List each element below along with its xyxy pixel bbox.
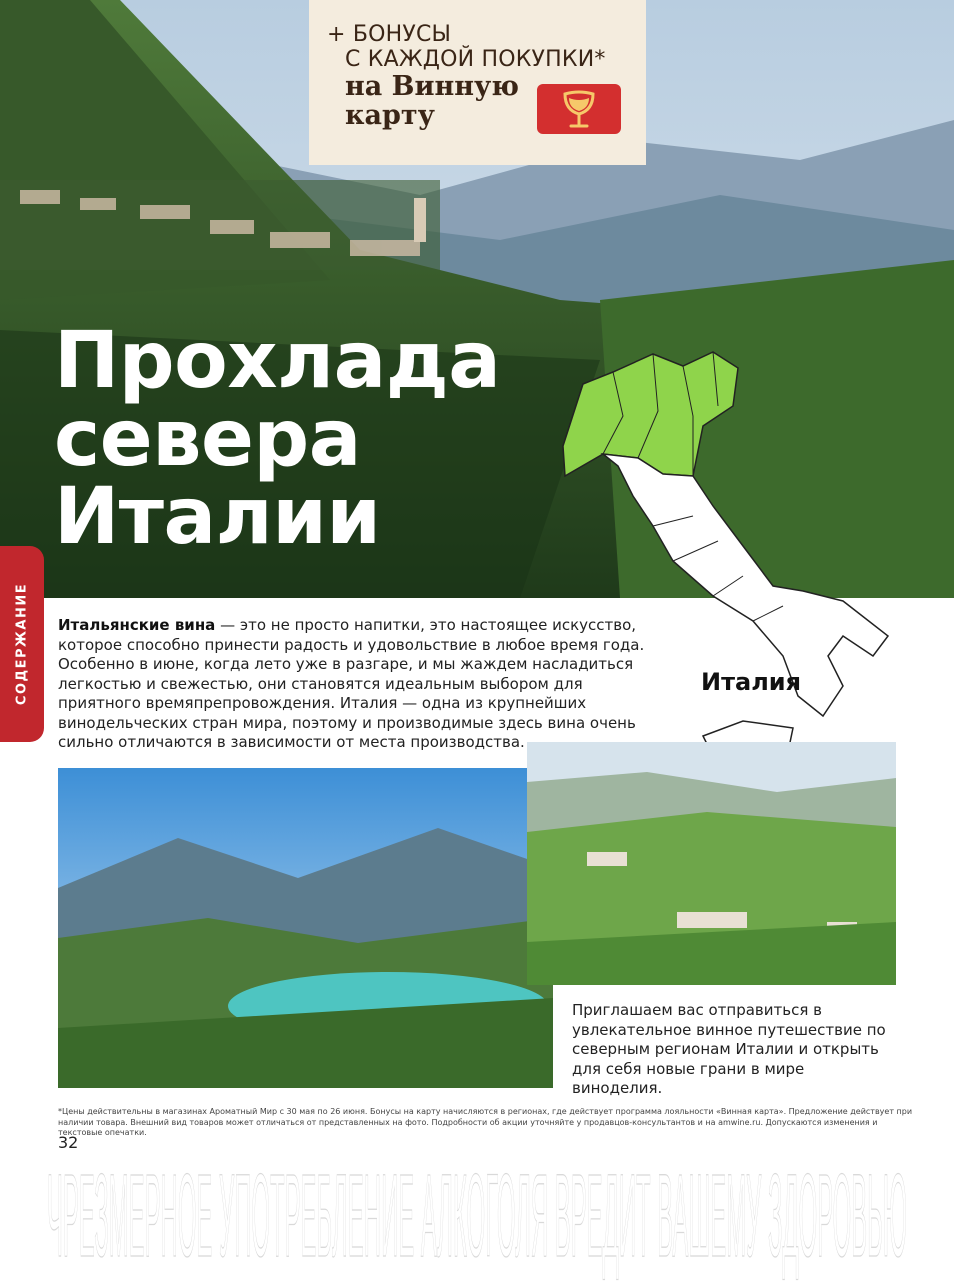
bonus-line-2: С КАЖДОЙ ПОКУПКИ* [345,47,606,72]
lake-photo [58,768,553,1088]
bonus-line-4: карту [345,100,435,131]
map-north-regions [563,352,738,476]
contents-tab[interactable] [0,546,44,742]
intro-text: — это не просто напитки, это настоящее искусство, которое способно принести радость и удовольствие в любое время года. Особенно в июне, когда лето уже в разгаре, и мы жаждем насладиться легкостью и свежестью, они становятся идеальным выбором для приятного времяпрепровождения. Италия — одна из крупнейших винодельческих стран мира, поэтому и производимые здесь вина очень сильно отличаются в зависимости от места производства. [58,616,645,751]
vineyard-photo [527,742,896,985]
title-line-1: Прохлада [54,316,501,406]
invite-paragraph: Приглашаем вас отправиться в увлекательное винное путешествие по северным регионам Италии и открыть для себя новые грани в мире виноделия. [572,1001,886,1097]
wine-card-icon [537,84,621,134]
title-line-2: севера [54,394,361,484]
wine-glass-icon [537,84,621,134]
disclaimer-text: *Цены действительны в магазинах Ароматный Мир с 30 мая по 26 июня. Бонусы на карту начисляются в регионах, где действует программа лояльности «Винная карта». Предложение действует при наличии товара. Внешний вид товаров может отличаться от представленных на фото. Подробности об акции уточняйте у продавцов-консультантов и на amwine.ru. Допускаются изменения и текстовые опечатки. [58,1107,913,1137]
title-line-3: Италии [54,472,381,562]
page-title [54,316,574,562]
page-number: 32 [58,1133,79,1152]
contents-tab-label: СОДЕРЖАНИЕ [14,582,30,706]
bonus-line-1: + БОНУСЫ [327,22,452,47]
health-warning-text: ЧРЕЗМЕРНОЕ УПОТРЕБЛЕНИЕ АЛКОГОЛЯ ВРЕДИТ ВАШЕМУ ЗДОРОВЬЮ [47,1150,907,1282]
bonus-banner[interactable] [309,0,646,165]
map-label-italy: Италия [701,668,801,696]
italy-map [543,336,903,798]
bonus-line-3: на Винную [345,71,519,102]
intro-lead: Итальянские вина [58,616,216,634]
health-warning [0,1144,954,1283]
